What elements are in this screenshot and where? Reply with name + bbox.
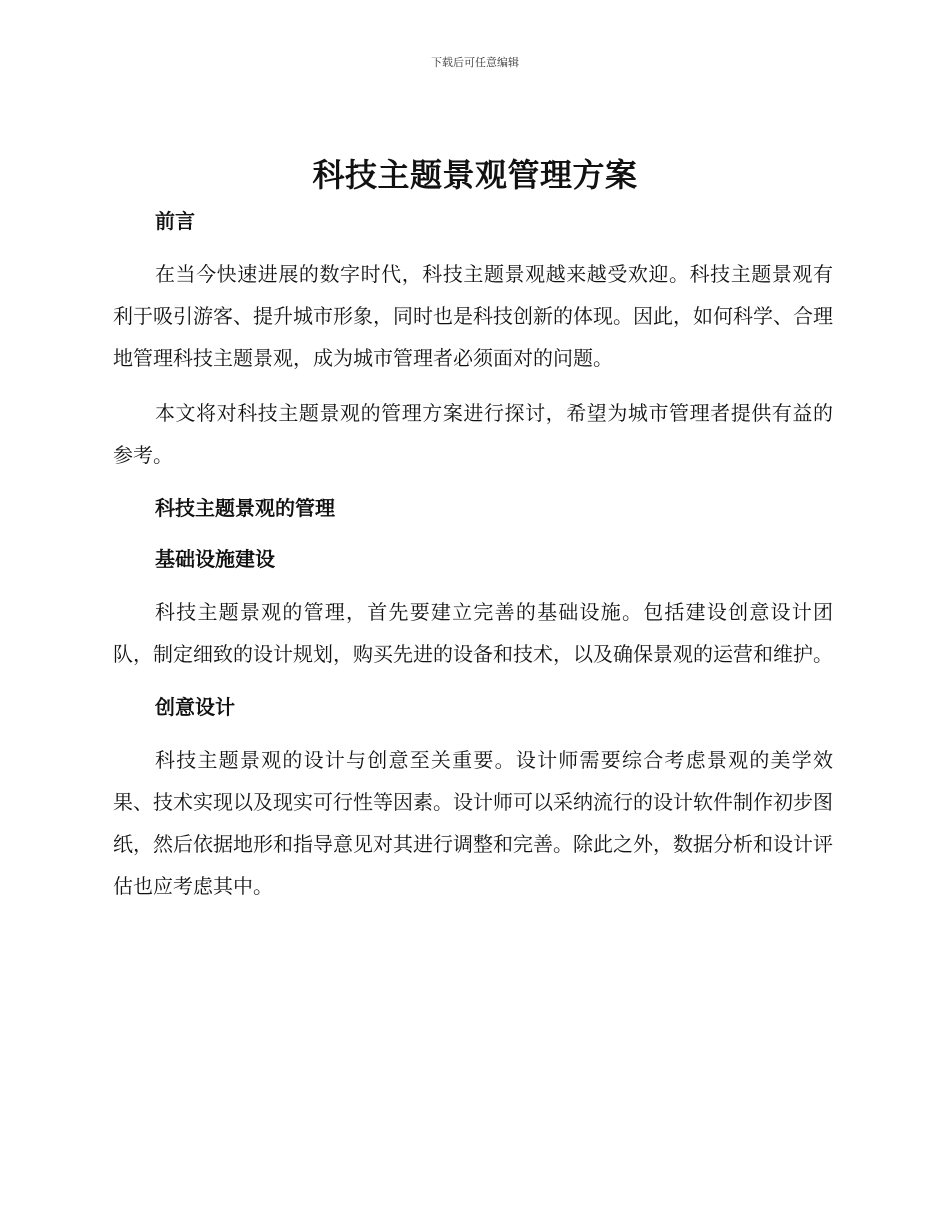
header-note: 下载后可任意编辑 <box>431 56 519 69</box>
heading-preface: 前言 <box>155 209 195 233</box>
document-body <box>113 202 833 907</box>
heading-infrastructure: 基础设施建设 <box>155 547 275 571</box>
heading-creative-design: 创意设计 <box>155 695 235 719</box>
paragraph-infrastructure: 科技主题景观的管理，首先要建立完善的基础设施。包括建设创意设计团队，制定细致的设计规划，购买先进的设备和技术，以及确保景观的运营和维护。 <box>113 600 833 666</box>
paragraph-preface-1: 在当今快速进展的数字时代，科技主题景观越来越受欢迎。科技主题景观有利于吸引游客、提升城市形象，同时也是科技创新的体现。因此，如何科学、合理地管理科技主题景观，成为城市管理者必须面对的问题。 <box>113 262 833 370</box>
paragraph-preface-2: 本文将对科技主题景观的管理方案进行探讨，希望为城市管理者提供有益的参考。 <box>113 401 833 467</box>
document-title: 科技主题景观管理方案 <box>312 156 638 194</box>
paragraph-creative-design: 科技主题景观的设计与创意至关重要。设计师需要综合考虑景观的美学效果、技术实现以及现实可行性等因素。设计师可以采纳流行的设计软件制作初步图纸，然后依据地形和指导意见对其进行调整和完善。除此之外，数据分析和设计评估也应考虑其中。 <box>113 748 833 898</box>
heading-management: 科技主题景观的管理 <box>155 496 335 520</box>
